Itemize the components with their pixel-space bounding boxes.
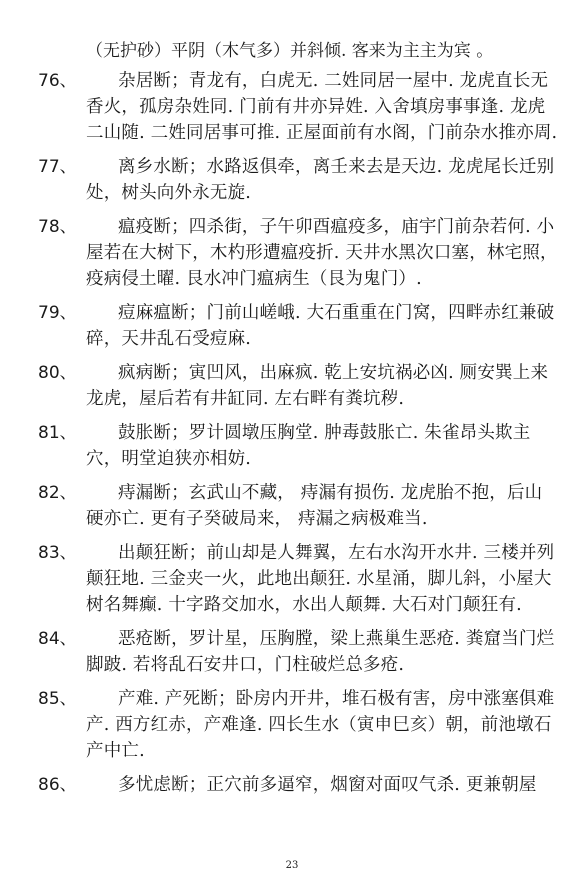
entry-item — [0, 360, 584, 412]
entry-number: 83、 — [38, 543, 77, 563]
entry-text: 产难. 产死断；卧房内开井，堆石极有害，房中涨塞俱难产. 西方红赤，产难逢. 四长生水（寅申巳亥）朝，前池墩石产中亡. — [86, 689, 555, 761]
entry-text: 痔漏断；玄武山不藏， 痔漏有损伤. 龙虎胎不抱，后山硬亦亡. 更有子癸破局来， 痔漏之病极难当. — [86, 483, 543, 529]
entry-text: 疯病断；寅凹风，出麻疯. 乾上安坑祸必凶. 厕安巽上来龙虎，屋后若有井缸同. 左右畔有粪坑秽. — [86, 363, 549, 409]
entry-text: 杂居断；青龙有，白虎无. 二姓同居一屋中. 龙虎直长无香火，孤房杂姓同. 门前有井亦异姓. 入舍填房事事逢. 龙虎二山随. 二姓同居事可推. 正屋面前有水阁，门前杂水推亦周. — [86, 71, 558, 143]
entry-number: 84、 — [38, 629, 77, 649]
entry-item — [0, 214, 584, 292]
entry-text: 鼓胀断；罗计圆墩压胸堂. 肿毒鼓胀亡. 朱雀昂头欺主穴，明堂迫狭亦相妨. — [86, 423, 531, 469]
entry-text: 痘麻瘟断；门前山嵯峨. 大石重重在门窝，四畔赤红兼破碎，天井乱石受痘麻. — [86, 303, 555, 349]
entry-item — [0, 686, 584, 764]
entry-number: 85、 — [38, 689, 77, 709]
entry-text: 离乡水断；水路返俱牵，离壬来去是天边. 龙虎尾长迁别处，树头向外永无旋. — [86, 157, 555, 203]
entry-number: 78、 — [38, 217, 77, 237]
intro-line: （无护砂）平阴（木气多）并斜倾. 客来为主主为宾 。 — [86, 41, 494, 61]
page-number: 23 — [285, 860, 299, 871]
entry-item — [0, 626, 584, 678]
entry-number: 81、 — [38, 423, 77, 443]
entry-item — [0, 480, 584, 532]
entry-number: 77、 — [38, 157, 77, 177]
entry-number: 76、 — [38, 71, 77, 91]
entry-item — [0, 420, 584, 472]
entry-number: 86、 — [38, 775, 77, 795]
entry-number: 82、 — [38, 483, 77, 503]
entry-item — [0, 68, 584, 146]
entry-item — [0, 540, 584, 618]
entry-text: 瘟疫断；四杀街，子午卯酉瘟疫多，庙宇门前杂若何. 小屋若在大树下，木杓形遭瘟疫折. 天井水黑次口塞，林宅照，疫病侵土曜. 艮水冲门瘟病生（艮为鬼门）. — [86, 217, 558, 289]
entry-item — [0, 772, 584, 798]
entry-number: 79、 — [38, 303, 77, 323]
entry-text: 多忧虑断；正穴前多逼窄，烟窗对面叹气杀. 更兼朝屋 — [118, 775, 537, 795]
entry-item — [0, 154, 584, 206]
entry-item — [0, 300, 584, 352]
entry-text: 出颠狂断；前山却是人舞翼，左右水沟开水井. 三楼并列颠狂地. 三金夹一火，此地出颠狂. 水星涌，脚儿斜，小屋大树名舞癫. 十字路交加水，水出人颠舞. 大石对门颠狂有. — [86, 543, 555, 615]
entry-text: 恶疮断，罗计星，压胸膛，梁上燕巢生恶疮. 粪窟当门烂脚跛. 若将乱石安井口，门柱破烂总多疮. — [86, 629, 555, 675]
entry-list — [0, 68, 584, 806]
entry-number: 80、 — [38, 363, 77, 383]
